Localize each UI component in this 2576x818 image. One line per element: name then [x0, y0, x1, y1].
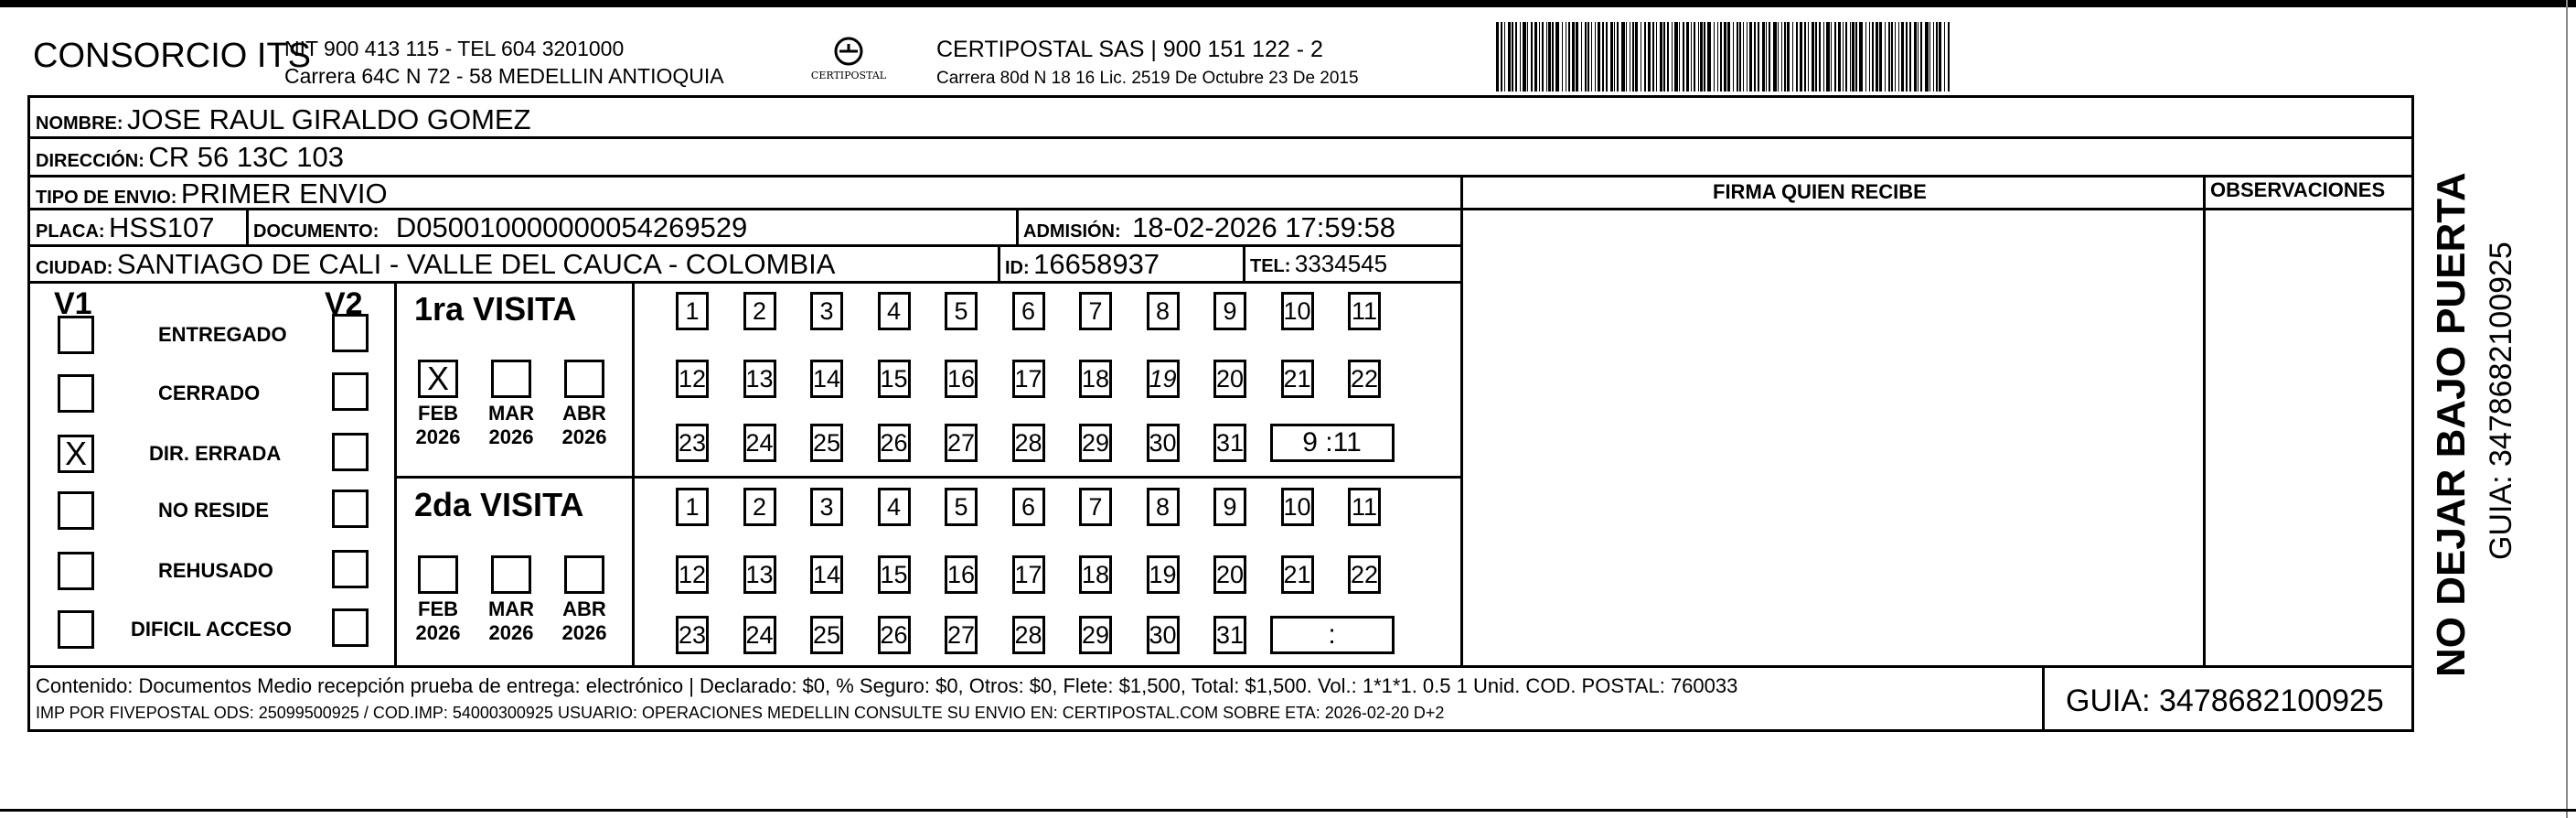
- barcode-bar: [1936, 22, 1938, 91]
- footer-guia: GUIA: 3478682100925: [2066, 683, 2384, 718]
- documento-value: D050010000000054269529: [395, 211, 748, 243]
- v2-checkbox[interactable]: [332, 608, 369, 647]
- nombre-label: NOMBRE:: [36, 113, 123, 134]
- status-option-label: CERRADO: [158, 382, 261, 404]
- barcode-bar: [1686, 22, 1689, 91]
- barcode-bar: [1508, 22, 1511, 91]
- barcode-bar: [1679, 22, 1680, 91]
- day-box[interactable]: 3: [810, 488, 843, 526]
- day-box[interactable]: 27: [945, 424, 978, 462]
- day-box[interactable]: 19: [1147, 360, 1180, 398]
- barcode-bar: [1683, 22, 1684, 91]
- tel-cell: [1250, 250, 1387, 278]
- barcode-bar: [1898, 22, 1899, 91]
- barcode-bar: [1546, 22, 1547, 91]
- barcode-bar: [1568, 22, 1570, 91]
- barcode-bar: [1852, 22, 1855, 91]
- day-box[interactable]: 13: [743, 555, 776, 594]
- barcode-bar: [1901, 22, 1904, 91]
- guide-form: [27, 95, 2414, 732]
- month-name: FEB: [418, 402, 458, 425]
- documento-label: DOCUMENTO:: [253, 221, 379, 242]
- barcode-bar: [1660, 22, 1662, 91]
- barcode-bar: [1581, 22, 1582, 91]
- barcode-bar: [1652, 22, 1654, 91]
- day-box[interactable]: 15: [878, 360, 911, 398]
- month-year: 2026: [561, 425, 607, 448]
- barcode-bar: [1800, 22, 1802, 91]
- nombre-value: JOSE RAUL GIRALDO GOMEZ: [127, 103, 531, 135]
- barcode-bar: [1925, 22, 1929, 91]
- barcode-bar: [1909, 22, 1911, 91]
- day-box[interactable]: 4: [878, 488, 911, 526]
- barcode-bar: [1758, 22, 1759, 91]
- barcode-bar: [1933, 22, 1934, 91]
- barcode-bar: [1737, 22, 1738, 91]
- tel-value: 3334545: [1294, 250, 1388, 277]
- side-warning: NO DEJAR BAJO PUERTA: [2429, 172, 2474, 677]
- barcode-bar: [1804, 22, 1806, 91]
- barcode-bar: [1617, 22, 1619, 91]
- barcode-bar: [1885, 22, 1886, 91]
- status-option-label: NO RESIDE: [158, 499, 270, 522]
- v2-checkbox[interactable]: [332, 550, 369, 588]
- day-box[interactable]: 21: [1281, 360, 1314, 398]
- barcode-bar: [1739, 22, 1741, 91]
- barcode-bar: [1523, 22, 1526, 91]
- barcode-bar: [1496, 22, 1499, 91]
- barcode: [1496, 22, 2226, 91]
- address-line: Carrera 64C N 72 - 58 MEDELLIN ANTIOQUIA: [284, 64, 724, 88]
- barcode-bar: [1606, 22, 1608, 91]
- day-box[interactable]: 29: [1079, 424, 1112, 462]
- day-box[interactable]: 9: [1213, 488, 1246, 526]
- barcode-bar: [1823, 22, 1824, 91]
- barcode-bar: [1548, 22, 1551, 91]
- barcode-bar: [1694, 22, 1695, 91]
- barcode-bar: [1845, 22, 1847, 91]
- day-box[interactable]: 3: [810, 292, 843, 330]
- day-box[interactable]: 13: [743, 360, 776, 398]
- barcode-bar: [1698, 22, 1699, 91]
- v2-checkbox[interactable]: [332, 314, 369, 352]
- status-option-label: DIFICIL ACCESO: [131, 618, 293, 640]
- day-box[interactable]: 12: [676, 360, 709, 398]
- day-box[interactable]: 25: [810, 616, 843, 654]
- barcode-bar: [1872, 22, 1874, 91]
- barcode-bar: [1700, 22, 1703, 91]
- admision-value: 18-02-2026 17:59:58: [1132, 211, 1395, 243]
- status-option-label: DIR. ERRADA: [149, 442, 282, 465]
- tipo-value: PRIMER ENVIO: [180, 178, 388, 210]
- barcode-bar: [1591, 22, 1592, 91]
- barcode-bar: [1920, 22, 1922, 91]
- day-box[interactable]: 19: [1147, 555, 1180, 594]
- barcode-bar: [1555, 22, 1559, 91]
- ciudad-value: SANTIAGO DE CALI - VALLE DEL CAUCA - COLOMBIA: [116, 248, 836, 280]
- barcode-bar: [1576, 22, 1578, 91]
- month-name: FEB: [418, 597, 458, 620]
- day-box[interactable]: 5: [945, 488, 978, 526]
- footer-contenido: Contenido: Documentos Medio recepción prueba de entrega: electrónico | Declarado: $0, % Seguro: $0, Otros: $0, Flete: $1,500, Total: $1,500. Vol.: 1*1*1. 0.5 1 Unid. COD. POSTAL: 760033: [36, 674, 1738, 697]
- month-year: 2026: [488, 425, 534, 448]
- day-box[interactable]: 2: [743, 488, 776, 526]
- tipo-row: [36, 178, 388, 210]
- v2-checkbox[interactable]: [332, 372, 369, 411]
- barcode-bar: [1859, 22, 1863, 91]
- barcode-bar: [1929, 22, 1930, 91]
- barcode-bar: [1843, 22, 1844, 91]
- day-box[interactable]: 22: [1348, 555, 1381, 594]
- barcode-bar: [1632, 22, 1634, 91]
- day-box[interactable]: 26: [878, 616, 911, 654]
- direccion-label: DIRECCIÓN:: [36, 151, 144, 171]
- direccion-value: CR 56 13C 103: [148, 141, 345, 173]
- id-value: 16658937: [1033, 248, 1160, 280]
- second-visit-title: 2da VISITA: [414, 486, 584, 523]
- day-box[interactable]: 20: [1213, 555, 1246, 594]
- v2-label: V2: [325, 286, 363, 321]
- barcode-bar: [1944, 22, 1945, 91]
- barcode-bar: [1831, 22, 1832, 91]
- footer-imp: IMP POR FIVEPOSTAL ODS: 25099500925 / COD.IMP: 54000300925 USUARIO: OPERACIONES MEDELLIN CONSULTE SU ENVIO EN: CERTIPOSTAL.COM SOBRE ETA: 2026-02-20 D+2: [36, 704, 1445, 722]
- day-box[interactable]: 7: [1079, 292, 1112, 330]
- second-visit-time[interactable]: :: [1270, 616, 1395, 654]
- month-checkbox[interactable]: [564, 360, 604, 398]
- barcode-bar: [1501, 22, 1502, 91]
- barcode-bar: [1747, 22, 1748, 91]
- month-checkbox[interactable]: X: [418, 360, 458, 398]
- barcode-bar: [1733, 22, 1734, 91]
- day-box[interactable]: 1: [676, 292, 709, 330]
- day-box[interactable]: 17: [1012, 555, 1045, 594]
- day-box[interactable]: 12: [676, 555, 709, 594]
- day-box[interactable]: 23: [676, 616, 709, 654]
- day-box[interactable]: 24: [743, 424, 776, 462]
- barcode-bar: [1572, 22, 1575, 91]
- first-visit-time[interactable]: 9 :11: [1270, 424, 1395, 462]
- v1-checkbox[interactable]: [58, 491, 94, 530]
- day-box[interactable]: 16: [945, 360, 978, 398]
- day-box[interactable]: 5: [945, 292, 978, 330]
- v1-label: V1: [54, 286, 92, 321]
- day-box[interactable]: 31: [1213, 424, 1246, 462]
- month-year: 2026: [561, 621, 607, 644]
- day-box[interactable]: 18: [1079, 360, 1112, 398]
- month-name: MAR: [487, 402, 535, 425]
- barcode-bar: [1891, 22, 1893, 91]
- barcode-bar: [1838, 22, 1841, 91]
- firma-label: FIRMA QUIEN RECIBE: [1713, 180, 1927, 203]
- barcode-bar: [1754, 22, 1756, 91]
- day-box[interactable]: 14: [810, 555, 843, 594]
- barcode-bar: [1610, 22, 1613, 91]
- nit-line: NIT 900 413 115 - TEL 604 3201000: [284, 37, 625, 60]
- barcode-bar: [1787, 22, 1790, 91]
- month-label: [557, 597, 612, 645]
- top-edge-line: [0, 0, 2576, 7]
- day-box[interactable]: 27: [945, 616, 978, 654]
- barcode-bar: [1749, 22, 1752, 91]
- month-name: ABR: [562, 402, 606, 425]
- id-cell: [1005, 248, 1160, 281]
- barcode-bar: [1865, 22, 1866, 91]
- month-name: ABR: [562, 597, 606, 620]
- barcode-bar: [1691, 22, 1692, 91]
- barcode-bar: [1714, 22, 1715, 91]
- barcode-bar: [1602, 22, 1604, 91]
- barcode-bar: [1792, 22, 1793, 91]
- nombre-row: [36, 103, 531, 136]
- barcode-bar: [1552, 22, 1554, 91]
- day-box[interactable]: 6: [1012, 292, 1045, 330]
- day-box[interactable]: 23: [676, 424, 709, 462]
- barcode-bar: [1534, 22, 1537, 91]
- company-info: [284, 35, 724, 90]
- barcode-bar: [1626, 22, 1627, 91]
- barcode-bar: [1906, 22, 1908, 91]
- barcode-bar: [1876, 22, 1878, 91]
- month-label: [484, 402, 539, 449]
- barcode-bar: [1527, 22, 1528, 91]
- day-box[interactable]: 29: [1079, 616, 1112, 654]
- barcode-bar: [1826, 22, 1830, 91]
- tipo-label: TIPO DE ENVIO:: [36, 188, 177, 208]
- barcode-bar: [1542, 22, 1544, 91]
- admision-cell: [1023, 211, 1395, 244]
- day-box[interactable]: 18: [1079, 555, 1112, 594]
- month-checkbox[interactable]: [491, 555, 531, 594]
- day-box[interactable]: 28: [1012, 424, 1045, 462]
- day-box[interactable]: 2: [743, 292, 776, 330]
- barcode-bar: [1539, 22, 1540, 91]
- barcode-bar: [1562, 22, 1563, 91]
- barcode-bar: [1720, 22, 1722, 91]
- barcode-bar: [1621, 22, 1625, 91]
- barcode-bar: [1855, 22, 1857, 91]
- cert-sub: Carrera 80d N 18 16 Lic. 2519 De Octubre 23 De 2015: [936, 69, 1359, 88]
- v1-checkbox[interactable]: X: [58, 435, 94, 473]
- barcode-bar: [1531, 22, 1533, 91]
- barcode-bar: [1769, 22, 1770, 91]
- day-box[interactable]: 30: [1147, 616, 1180, 654]
- barcode-bar: [1585, 22, 1587, 91]
- v1-checkbox[interactable]: [58, 610, 94, 649]
- barcode-bar: [1672, 22, 1673, 91]
- barcode-bar: [1766, 22, 1767, 91]
- month-checkbox[interactable]: [491, 360, 531, 398]
- month-label: [484, 597, 539, 645]
- barcode-bar: [1727, 22, 1730, 91]
- barcode-bar: [1707, 22, 1711, 91]
- month-label: [411, 597, 465, 645]
- barcode-bar: [1812, 22, 1814, 91]
- day-box[interactable]: 25: [810, 424, 843, 462]
- day-box[interactable]: 11: [1348, 488, 1381, 526]
- certipostal-info: [936, 35, 1359, 93]
- barcode-bar: [1512, 22, 1513, 91]
- barcode-bar: [1644, 22, 1646, 91]
- day-box[interactable]: 10: [1281, 488, 1314, 526]
- barcode-bar: [1724, 22, 1726, 91]
- barcode-bar: [1648, 22, 1651, 91]
- barcode-bar: [1796, 22, 1798, 91]
- barcode-bar: [1815, 22, 1817, 91]
- day-box[interactable]: 26: [878, 424, 911, 462]
- barcode-bar: [1515, 22, 1517, 91]
- barcode-bar: [1674, 22, 1678, 91]
- day-box[interactable]: 8: [1147, 488, 1180, 526]
- barcode-bar: [1635, 22, 1638, 91]
- barcode-bar: [1595, 22, 1596, 91]
- day-box[interactable]: 17: [1012, 360, 1045, 398]
- barcode-bar: [1948, 22, 1950, 91]
- barcode-bar: [1704, 22, 1705, 91]
- placa-value: HSS107: [109, 211, 215, 243]
- barcode-bar: [1914, 22, 1917, 91]
- barcode-bar: [1819, 22, 1821, 91]
- barcode-bar: [1717, 22, 1718, 91]
- direccion-row: [36, 141, 344, 174]
- barcode-bar: [1850, 22, 1851, 91]
- id-label: ID:: [1005, 258, 1030, 278]
- day-box[interactable]: 7: [1079, 488, 1112, 526]
- barcode-bar: [1879, 22, 1882, 91]
- day-box[interactable]: 9: [1213, 292, 1246, 330]
- day-box[interactable]: 11: [1348, 292, 1381, 330]
- tel-label: TEL:: [1250, 256, 1291, 276]
- day-box[interactable]: 22: [1348, 360, 1381, 398]
- day-box[interactable]: 8: [1147, 292, 1180, 330]
- day-box[interactable]: 14: [810, 360, 843, 398]
- placa-cell: [36, 211, 214, 244]
- v1-checkbox[interactable]: [58, 374, 94, 413]
- barcode-bar: [1663, 22, 1665, 91]
- ciudad-label: CIUDAD:: [36, 258, 113, 278]
- certipostal-logo: [808, 35, 889, 88]
- side-guia: GUIA: 3478682100925: [2484, 242, 2518, 560]
- day-box[interactable]: 1: [676, 488, 709, 526]
- day-box[interactable]: 31: [1213, 616, 1246, 654]
- day-box[interactable]: 4: [878, 292, 911, 330]
- v2-checkbox[interactable]: [332, 490, 369, 528]
- barcode-bar: [1888, 22, 1890, 91]
- barcode-bar: [1808, 22, 1809, 91]
- barcode-bar: [1918, 22, 1919, 91]
- documento-cell: [253, 211, 747, 244]
- barcode-bar: [1834, 22, 1836, 91]
- ciudad-cell: [36, 248, 835, 281]
- barcode-bar: [1504, 22, 1505, 91]
- month-checkbox[interactable]: [418, 555, 458, 594]
- barcode-bar: [1656, 22, 1657, 91]
- barcode-bar: [1784, 22, 1786, 91]
- barcode-bar: [1939, 22, 1941, 91]
- admision-label: ADMISIÓN:: [1023, 221, 1121, 242]
- barcode-bar: [1781, 22, 1782, 91]
- month-year: 2026: [415, 425, 461, 448]
- day-box[interactable]: 16: [945, 555, 978, 594]
- placa-label: PLACA:: [36, 221, 105, 242]
- month-label: [411, 402, 465, 449]
- status-option-label: REHUSADO: [158, 559, 273, 582]
- day-box[interactable]: 30: [1147, 424, 1180, 462]
- barcode-bar: [1869, 22, 1870, 91]
- barcode-bar: [1743, 22, 1744, 91]
- barcode-bar: [1598, 22, 1600, 91]
- day-box[interactable]: 24: [743, 616, 776, 654]
- status-option-label: ENTREGADO: [158, 323, 287, 346]
- day-box[interactable]: 6: [1012, 488, 1045, 526]
- month-year: 2026: [415, 621, 461, 644]
- v1-checkbox[interactable]: [58, 552, 94, 590]
- day-box[interactable]: 20: [1213, 360, 1246, 398]
- day-box[interactable]: 10: [1281, 292, 1314, 330]
- page-edge-bottom: [0, 809, 2576, 812]
- month-checkbox[interactable]: [564, 555, 604, 594]
- v2-checkbox[interactable]: [332, 433, 369, 471]
- month-year: 2026: [488, 621, 534, 644]
- barcode-bar: [1614, 22, 1615, 91]
- barcode-bar: [1773, 22, 1777, 91]
- logo-text: CERTIPOSTAL: [810, 70, 887, 81]
- v1-checkbox[interactable]: [58, 316, 94, 354]
- barcode-bar: [1520, 22, 1521, 91]
- month-label: [557, 402, 612, 449]
- barcode-bar: [1778, 22, 1779, 91]
- month-name: MAR: [487, 597, 535, 620]
- day-box[interactable]: 15: [878, 555, 911, 594]
- day-box[interactable]: 28: [1012, 616, 1045, 654]
- company-name: CONSORCIO ITS: [33, 37, 312, 75]
- first-visit-title: 1ra VISITA: [414, 290, 577, 328]
- barcode-bar: [1762, 22, 1765, 91]
- barcode-bar: [1895, 22, 1896, 91]
- cert-line: CERTIPOSTAL SAS | 900 151 122 - 2: [936, 37, 1323, 62]
- barcode-bar: [1667, 22, 1669, 91]
- barcode-bar: [1587, 22, 1589, 91]
- page-edge-right: [2566, 0, 2568, 818]
- day-box[interactable]: 21: [1281, 555, 1314, 594]
- observaciones-label: OBSERVACIONES: [2210, 178, 2386, 201]
